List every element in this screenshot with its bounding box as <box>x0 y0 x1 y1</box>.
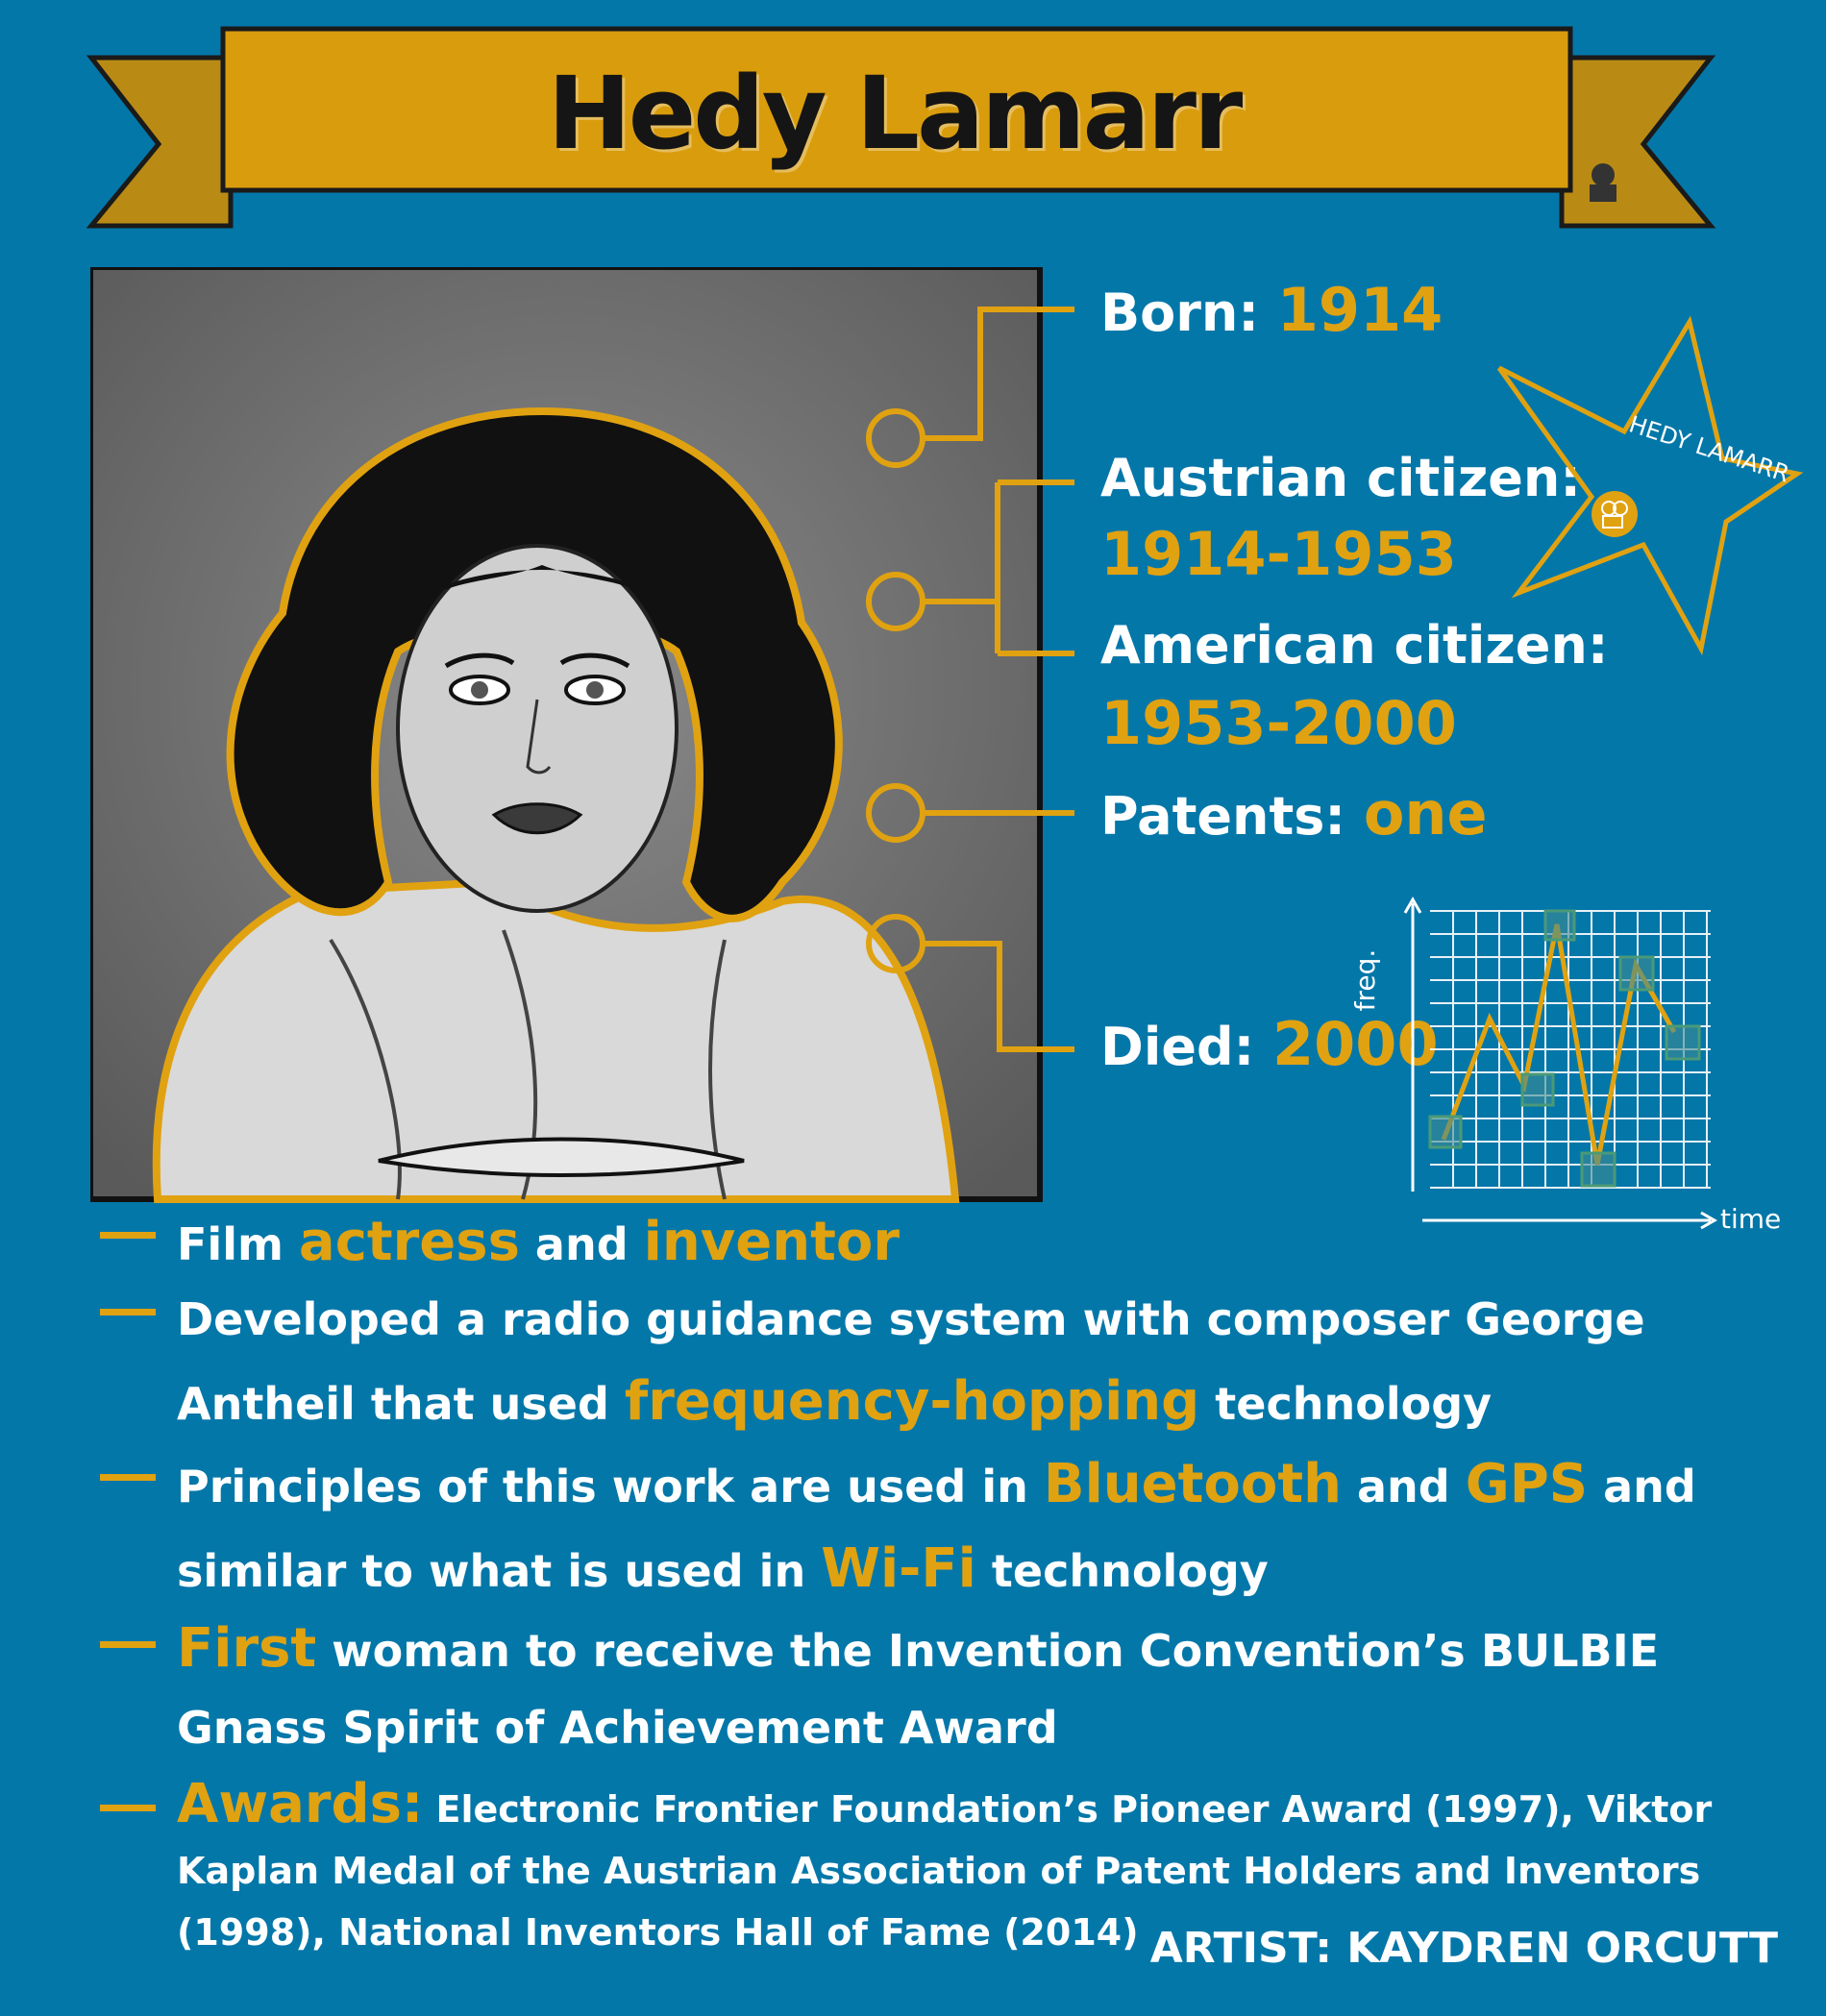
bullet-text: First woman to receive the Invention Convention’s BULBIE Gnass Spirit of Achievement Award <box>177 1617 1660 1754</box>
graph-x-label: time <box>1720 1203 1782 1235</box>
timeline-node <box>869 786 923 840</box>
american-value: 1953-2000 <box>1100 688 1457 758</box>
bullet-first-woman <box>100 1610 1791 1766</box>
bullet-dash <box>100 1805 156 1811</box>
died-label: Died: <box>1100 1017 1255 1077</box>
died-value: 2000 <box>1272 1009 1439 1079</box>
awards-text: Electronic Frontier Foundation’s Pioneer Award (1997), Viktor Kaplan Medal of the Austrian Association of Patent Holders and Inventors (1998), National Inventors Hall of Fame (2014) <box>177 1788 1713 1954</box>
bullet-text: Developed a radio guidance system with composer George Antheil that used frequency-hopping technology <box>177 1293 1645 1433</box>
artist-credit: ARTIST: KAYDREN ORCUTT <box>1149 1924 1778 1973</box>
page-title: Hedy Lamarr <box>547 55 1241 172</box>
austrian-label: Austrian citizen: <box>1100 448 1581 508</box>
frequency-hopping-graph <box>1345 865 1797 1249</box>
film-camera-icon <box>1592 491 1638 537</box>
patents-fact <box>1100 778 1488 848</box>
timeline-node <box>869 575 923 628</box>
timeline-node <box>869 917 923 971</box>
born-value: 1914 <box>1276 275 1444 345</box>
awards-label: Awards: <box>177 1773 424 1835</box>
bullet-radio-system <box>100 1278 1791 1445</box>
bullet-profession <box>100 1201 1791 1286</box>
born-label: Born: <box>1100 283 1259 343</box>
bullet-dash <box>100 1309 156 1315</box>
bullet-dash <box>100 1641 156 1648</box>
timeline-connectors <box>846 288 1096 1076</box>
patents-value: one <box>1363 778 1488 848</box>
bullet-dash <box>100 1232 156 1239</box>
american-label: American citizen: <box>1100 615 1609 676</box>
bullet-principles <box>100 1443 1791 1612</box>
bullet-text: Film actress and inventor <box>177 1211 900 1273</box>
bullet-dash <box>100 1474 156 1481</box>
patents-label: Patents: <box>1100 786 1345 847</box>
bullet-text: Principles of this work are used in Bluetooth and GPS and similar to what is used in Wi-Fi technology <box>177 1453 1696 1600</box>
star-text: HEDY LAMARR <box>1625 410 1793 488</box>
born-fact <box>1100 275 1443 345</box>
timeline-node <box>869 411 923 465</box>
austrian-value: 1914-1953 <box>1100 519 1457 589</box>
walk-of-fame-star-icon <box>1480 312 1807 658</box>
graph-y-label: freq. <box>1349 948 1381 1012</box>
